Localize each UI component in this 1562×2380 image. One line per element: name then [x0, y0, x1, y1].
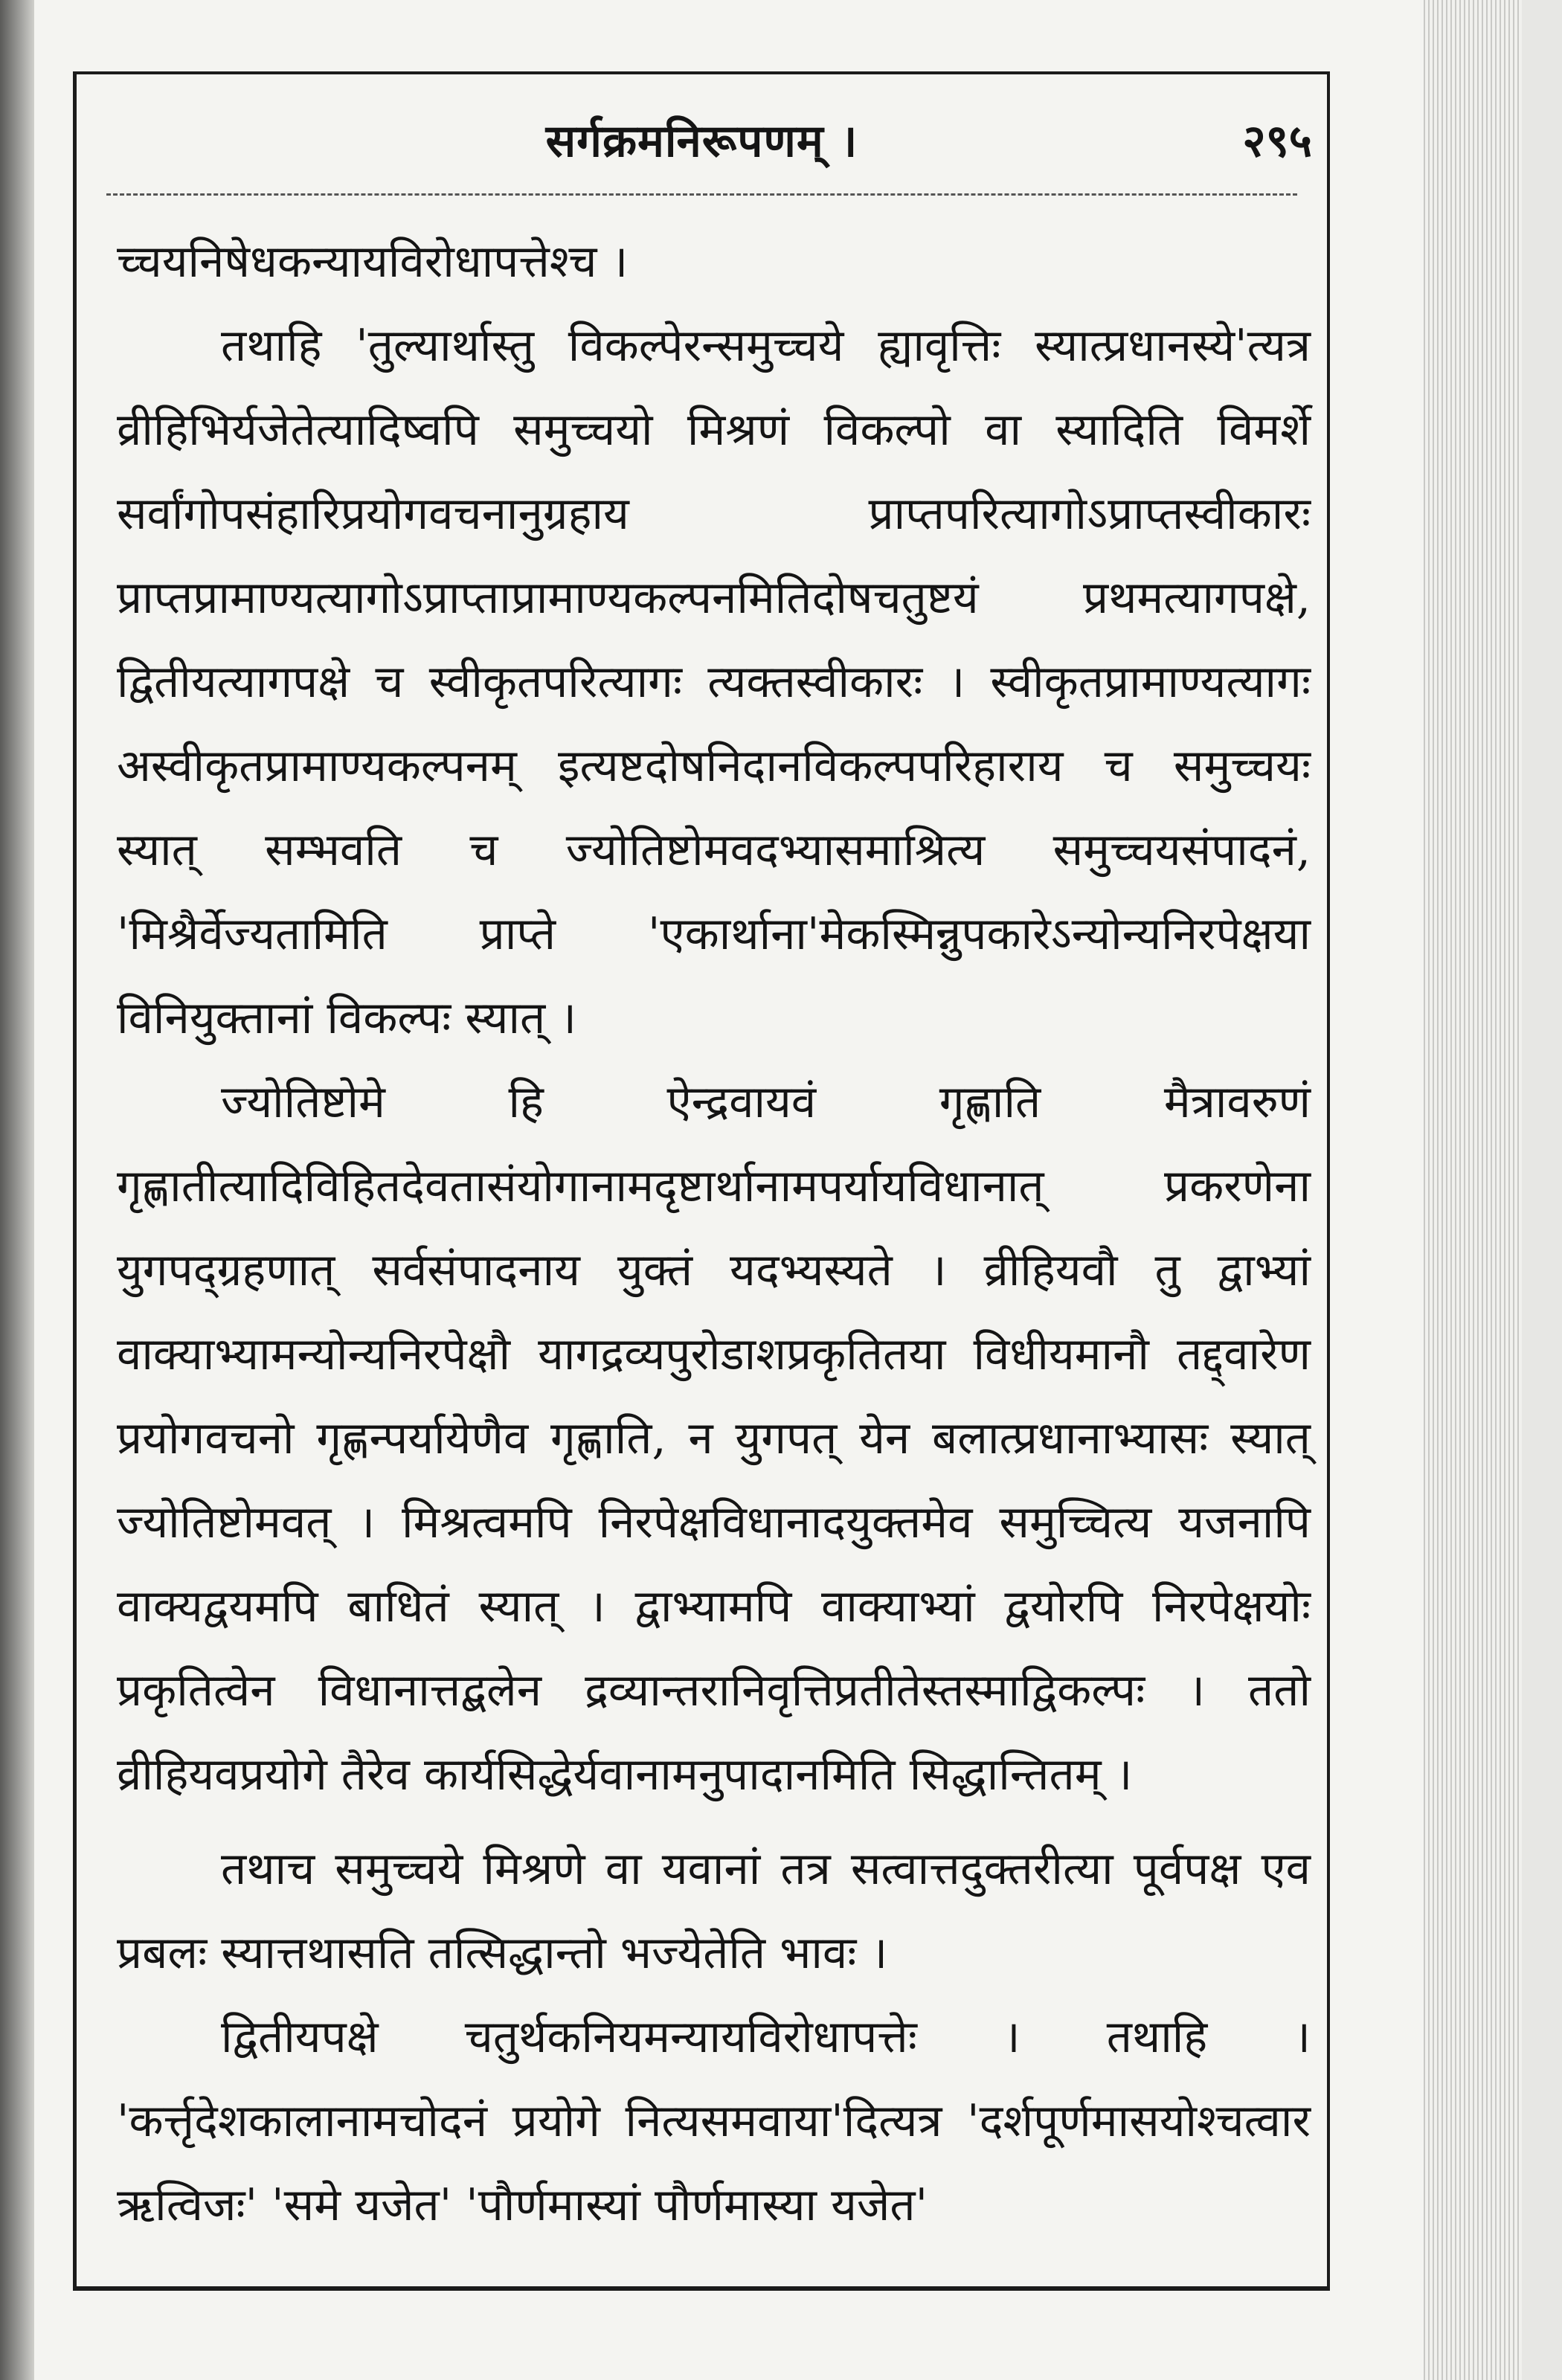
text-frame — [73, 71, 1330, 2291]
paragraph: तथाच समुच्चये मिश्रणे वा यवानां तत्र सत्वात्तदुक्तरीत्या पूर्वपक्ष एव प्रबलः स्यात्तथासति तत्सिद्धान्तो भज्येतेति भावः । — [117, 1843, 1311, 1979]
body-text — [117, 220, 1311, 2248]
paragraph: ज्योतिष्टोमे हि ऐन्द्रवायवं गृह्णाति मैत्रावरुणं गृह्णातीत्यादिविहितदेवतासंयोगानामदृष्टार्थानामपर्यायविधानात् प्रकरणेना युगपद्ग्रहणात् सर्वसंपादनाय युक्तं यदभ्यस्यते । व्रीहियवौ तु द्वाभ्यां वाक्याभ्यामन्योन्यनिरपेक्षौ यागद्रव्यपुरोडाशप्रकृतितया विधीयमानौ तद्द्वारेण प्रयोगवचनो गृह्णन्पर्यायेणैव गृह्णाति, न युगपत् येन बलात्प्रधानाभ्यासः स्यात् ज्योतिष्टोमवत् । मिश्रत्वमपि निरपेक्षविधानादयुक्तमेव समुच्चित्य यजनापि वाक्यद्वयमपि बाधितं स्यात् । द्वाभ्यामपि वाक्याभ्यां द्वयोरपि निरपेक्षयोः प्रकृतित्वेन विधानात्तद्बलेन द्रव्यान्तरानिवृत्तिप्रतीतेस्तस्माद्विकल्पः । ततो व्रीहियवप्रयोगे तैरेव कार्यसिद्धेर्यवानामनुपादानमिति सिद्धान्तितम् । — [117, 1076, 1311, 1801]
book-page — [34, 0, 1522, 2380]
paragraph: द्वितीयपक्षे चतुर्थकनियमन्यायविरोधापत्तेः । तथाहि । 'कर्त्तृदेशकालानामचोदनं प्रयोगे नित्यसमवाया'दित्यत्र 'दर्शपूर्णमासयोश्चत्वार ऋत्विजः' 'समे यजेत' 'पौर्णमास्यां पौर्णमास्या यजेत' — [117, 2011, 1311, 2231]
header-rule — [106, 193, 1297, 196]
page-fore-edge — [1424, 0, 1522, 2380]
page-number: २९५ — [1242, 115, 1312, 167]
scan-left-shadow — [0, 0, 34, 2380]
paragraph: तथाहि 'तुल्यार्थास्तु विकल्पेरन्समुच्चये ह्यावृत्तिः स्यात्प्रधानस्ये'त्यत्र व्रीहिभिर्यजेतेत्यादिष्वपि समुच्चयो मिश्रणं विकल्पो वा स्यादिति विमर्शे सर्वांगोपसंहारिप्रयोगवचनानुग्रहाय प्राप्तपरित्यागोऽप्राप्तस्वीकारः प्राप्तप्रामाण्यत्यागोऽप्राप्ताप्रामाण्यकल्पनमितिदोषचतुष्टयं प्रथमत्यागपक्षे, द्वितीयत्यागपक्षे च स्वीकृतपरित्यागः त्यक्तस्वीकारः । स्वीकृतप्रामाण्यत्यागः अस्वीकृतप्रामाण्यकल्पनम् इत्यष्टदोषनिदानविकल्पपरिहाराय च समुच्चयः स्यात् सम्भवति च ज्योतिष्टोमवदभ्यासमाश्रित्य समुच्चयसंपादनं, 'मिश्रैर्वेज्यतामिति प्राप्ते 'एकार्थाना'मेकस्मिन्नुपकारेऽन्योन्यनिरपेक्षया विनियुक्तानां विकल्पः स्यात् । — [117, 320, 1311, 1044]
running-title: सर्गक्रमनिरूपणम् । — [545, 115, 858, 167]
page-header — [77, 109, 1327, 180]
paragraph-continuation: च्चयनिषेधकन्यायविरोधापत्तेश्च । — [117, 236, 629, 288]
